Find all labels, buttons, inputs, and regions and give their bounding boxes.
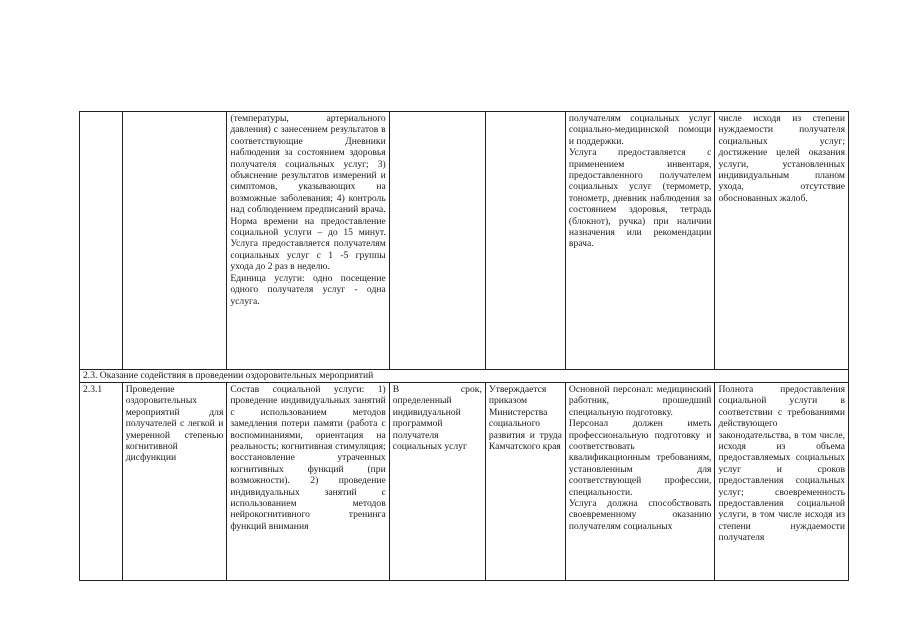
quality-paragraph: Полнота предоставления социальной услуги в соответствии с требованиями действующего законодательства, в том числе, исходя из объема предоставляемых социальных услуг и сроков предоставления социальных услуг; своевременность предоставления социальной услуги, в том числе исходя из степени нуждаемости получателя (718, 384, 845, 544)
document-cell (485, 112, 565, 370)
document-cell (485, 383, 565, 581)
conditions-cell (565, 112, 715, 370)
content-paragraph: Состав социальной услуги: 1) проведение индивидуальных занятий с использованием методов замедления потери памяти (работа с воспоминаниями, ориентация на реальность; когнитивная стимуляция; восстановление утраченных когнитивных функций (при возможности). 2) проведение индивидуальных занятий с использованием методов нейрокогнитивного тренинга функций внимания (230, 384, 386, 532)
quality-paragraph: числе исходя из степени нуждаемости получателя социальных услуг; достижение целей оказания услуги, установленных индивидуальным планом ухода, отсутствие обоснованных жалоб. (718, 113, 845, 204)
content-paragraph: Единица услуги: одно посещение одного получателя услуг - одна услуга. (230, 272, 386, 307)
conditions-paragraph: Основной персонал: медицинский работник, прошедший специальную подготовку. (568, 384, 712, 418)
quality-cell (715, 383, 849, 581)
term-cell (389, 383, 485, 581)
conditions-paragraph: получателям социальных услуг социально-медицинской помощи и поддержки. (568, 113, 712, 147)
content-paragraph: (температуры, артериального давления) с занесением результатов в соответствующие Дневники наблюдения за состоянием здоровья получателя социальных услуг; 3) объяснение результатов измерений и симптомов, указывающих на возможные заболевания; 4) контроль над соблюдением предписаний врача. Норма времени на предоставление социальной услуги – до 15 минут. Услуга предоставляется получателям социальных услуг с 1 -5 группы ухода до 2 раз в неделю. (230, 113, 386, 273)
term-text: В срок, определенный индивидуальной программой получателя социальных услуг (392, 384, 482, 453)
name-cell (122, 383, 227, 581)
content-cell (227, 383, 389, 581)
conditions-cell (565, 383, 715, 581)
quality-cell (715, 112, 849, 370)
conditions-paragraph: Услуга предоставляется с применением инвентаря, предоставленного получателем социальных услуг (термометр, тонометр, дневник наблюдения за состоянием здоровья, тетрадь (блокнот), ручка) при наличии назначения или рекомендации врача. (568, 147, 712, 250)
number-cell (80, 112, 123, 370)
term-cell (389, 112, 485, 370)
table-row (80, 383, 849, 581)
document-text: Утверждается приказом Министерства социального развития и труда Камчатского края (488, 384, 562, 453)
section-title: 2.3. Оказание содействия в проведении оздоровительных мероприятий (80, 370, 849, 383)
service-name: Проведение оздоровительных мероприятий для получателей с легкой и умеренной степенью когнитивной дисфункции (125, 384, 224, 464)
conditions-paragraph: Услуга должна способствовать своевременному оказанию получателям социальных (568, 498, 712, 532)
content-cell (227, 112, 389, 370)
name-cell (122, 112, 227, 370)
table-row (80, 112, 849, 370)
services-table (79, 111, 849, 581)
number-cell: 2.3.1 (80, 383, 123, 581)
conditions-paragraph: Персонал должен иметь профессиональную подготовку и соответствовать квалификационным требованиям, установленным для соответствующей профессии, специальности. (568, 418, 712, 498)
section-row (80, 370, 849, 383)
